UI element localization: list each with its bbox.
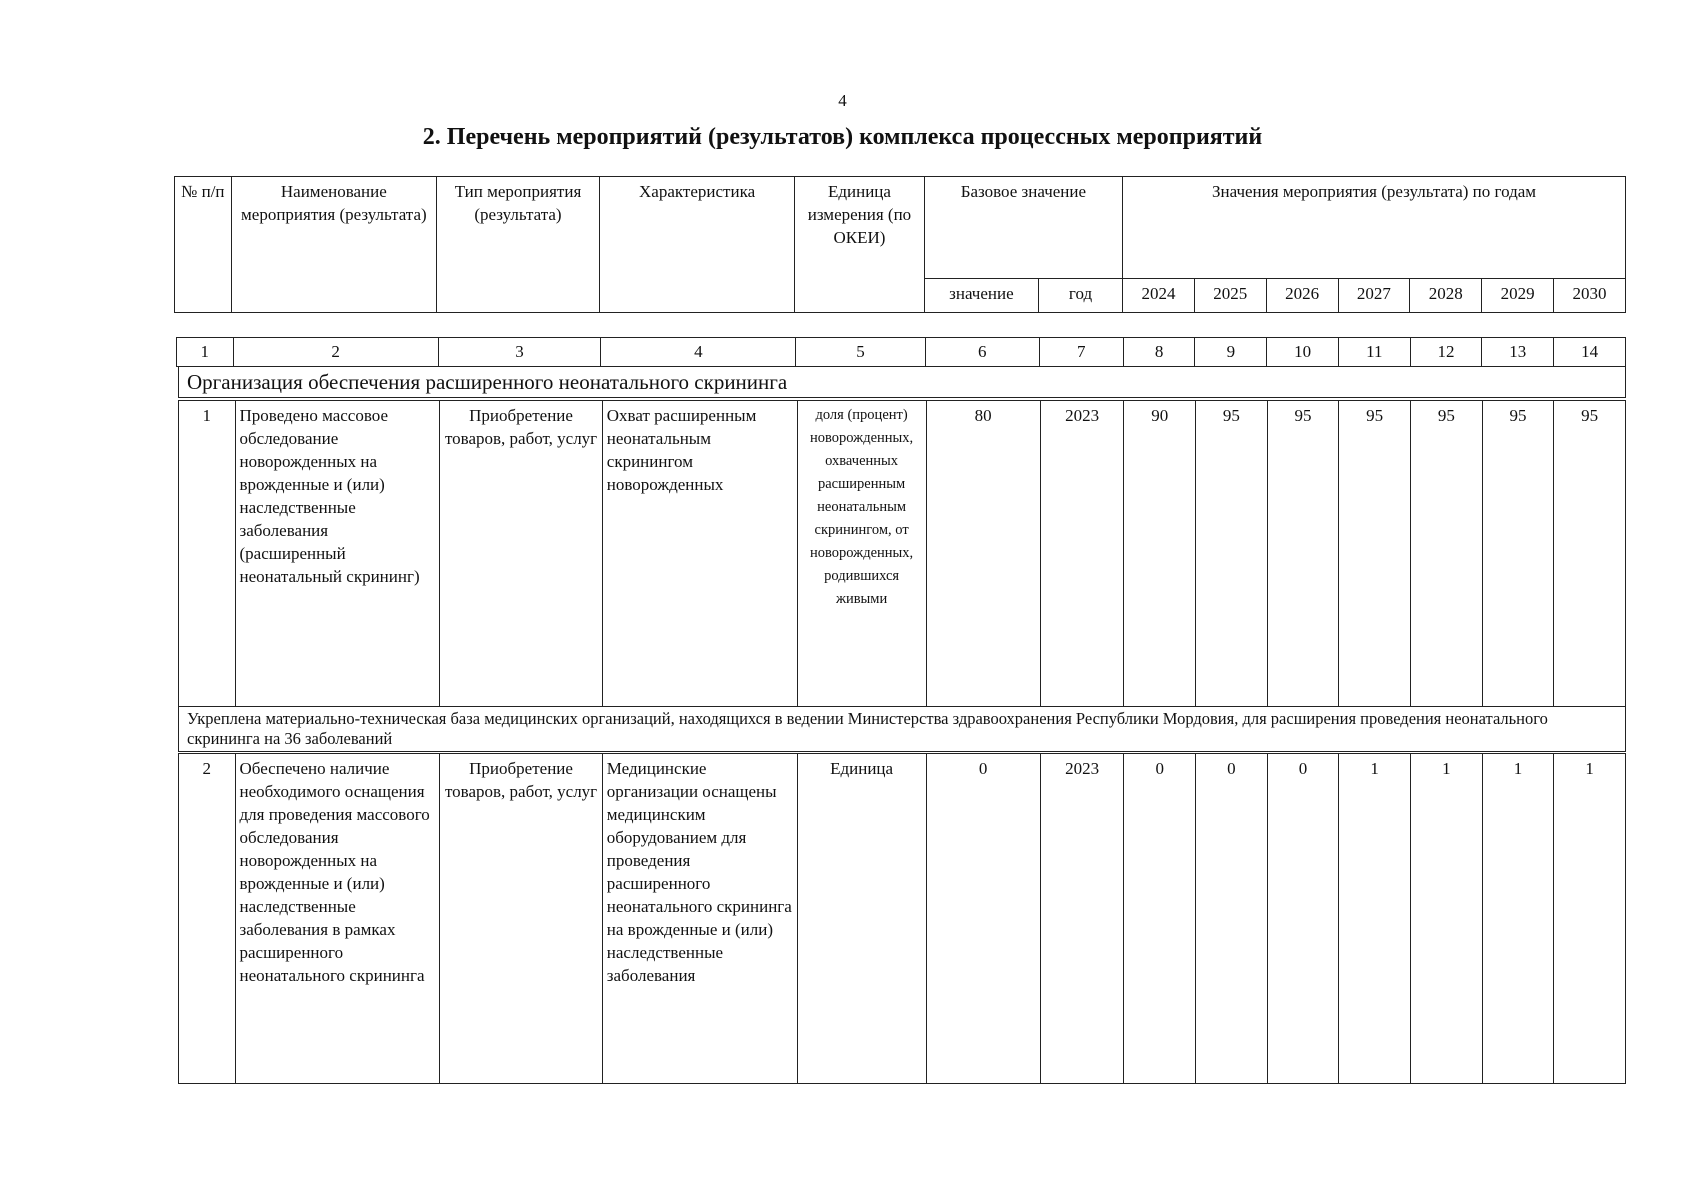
- row-base-value: 0: [926, 754, 1040, 1084]
- table-header: [174, 176, 1626, 313]
- header-year-2028: 2028: [1410, 279, 1482, 313]
- section-2-title-row: [178, 706, 1626, 752]
- row-type: Приобретение товаров, работ, услуг: [440, 754, 602, 1084]
- column-number: 7: [1039, 338, 1123, 367]
- column-number: 10: [1267, 338, 1339, 367]
- row-base-year: 2023: [1040, 754, 1124, 1084]
- row-base-value: 80: [926, 401, 1040, 707]
- column-number: 2: [233, 338, 438, 367]
- row-value-2026: 0: [1267, 754, 1339, 1084]
- header-characteristic: Характеристика: [599, 177, 794, 313]
- row-value-2028: 95: [1411, 401, 1483, 707]
- row-unit: Единица: [797, 754, 926, 1084]
- row-value-2026: 95: [1267, 401, 1339, 707]
- row-value-2024: 90: [1124, 401, 1196, 707]
- row-characteristic: Охват расширенным неонатальным скринингом новорожденных: [602, 401, 797, 707]
- page-number: 4: [838, 91, 847, 110]
- row-num: 2: [179, 754, 236, 1084]
- header-unit: Единица измерения (по ОКЕИ): [795, 177, 925, 313]
- column-number: 5: [796, 338, 925, 367]
- column-numbers-row: [176, 337, 1626, 367]
- header-year-2026: 2026: [1266, 279, 1338, 313]
- row-characteristic: Медицинские организации оснащены медицинским оборудованием для проведения расширенного неонатального скрининга на врожденные и (или) наследственные заболевания: [602, 754, 797, 1084]
- table-row: [178, 400, 1626, 707]
- column-number: 6: [925, 338, 1039, 367]
- row-value-2029: 95: [1482, 401, 1554, 707]
- row-name: Проведено массовое обследование новорожденных на врожденные и (или) наследственные заболевания (расширенный неонатальный скрининг): [235, 401, 440, 707]
- header-year-2025: 2025: [1194, 279, 1266, 313]
- page-title: 2. Перечень мероприятий (результатов) комплекса процессных мероприятий: [422, 124, 1263, 150]
- header-year-2029: 2029: [1482, 279, 1554, 313]
- row-name: Обеспечено наличие необходимого оснащения для проведения массового обследования новорожденных на врожденные и (или) наследственные заболевания в рамках расширенного неонатального скрининга: [235, 754, 440, 1084]
- header-type: Тип мероприятия (результата): [437, 177, 600, 313]
- column-number: 8: [1123, 338, 1195, 367]
- row-value-2025: 0: [1196, 754, 1268, 1084]
- row-value-2030: 95: [1554, 401, 1626, 707]
- row-unit: доля (процент) новорожденных, охваченных расширенным неонатальным скринингом, от новорожденных, родившихся живыми: [797, 401, 926, 707]
- row-value-2028: 1: [1411, 754, 1483, 1084]
- header-year-2024: 2024: [1123, 279, 1195, 313]
- header-base: Базовое значение: [924, 177, 1122, 279]
- column-number: 13: [1482, 338, 1554, 367]
- column-number: 3: [438, 338, 601, 367]
- section-title: Укреплена материально-техническая база медицинских организаций, находящихся в ведении Министерства здравоохранения Республики Мордовия, для расширения проведения неонатального скрининга на 36 заболеваний: [179, 707, 1626, 752]
- column-number: 12: [1410, 338, 1482, 367]
- section-1-title-row: [178, 366, 1626, 398]
- row-value-2024: 0: [1124, 754, 1196, 1084]
- column-number: 4: [601, 338, 796, 367]
- row-value-2027: 1: [1339, 754, 1411, 1084]
- row-value-2029: 1: [1482, 754, 1554, 1084]
- row-value-2025: 95: [1196, 401, 1268, 707]
- row-value-2027: 95: [1339, 401, 1411, 707]
- column-number: 14: [1554, 338, 1626, 367]
- row-type: Приобретение товаров, работ, услуг: [440, 401, 602, 707]
- column-number: 11: [1338, 338, 1410, 367]
- row-base-year: 2023: [1040, 401, 1124, 707]
- row-value-2030: 1: [1554, 754, 1626, 1084]
- header-years-group: Значения мероприятия (результата) по годам: [1123, 177, 1626, 279]
- row-num: 1: [179, 401, 236, 707]
- column-number: 9: [1195, 338, 1267, 367]
- header-year-2027: 2027: [1338, 279, 1410, 313]
- header-year-2030: 2030: [1554, 279, 1626, 313]
- table-row: [178, 753, 1626, 1084]
- header-num: № п/п: [175, 177, 232, 313]
- header-base-value: значение: [924, 279, 1038, 313]
- section-title: Организация обеспечения расширенного неонатального скрининга: [179, 367, 1626, 398]
- header-name: Наименование мероприятия (результата): [231, 177, 436, 313]
- header-base-year: год: [1039, 279, 1123, 313]
- column-number: 1: [177, 338, 234, 367]
